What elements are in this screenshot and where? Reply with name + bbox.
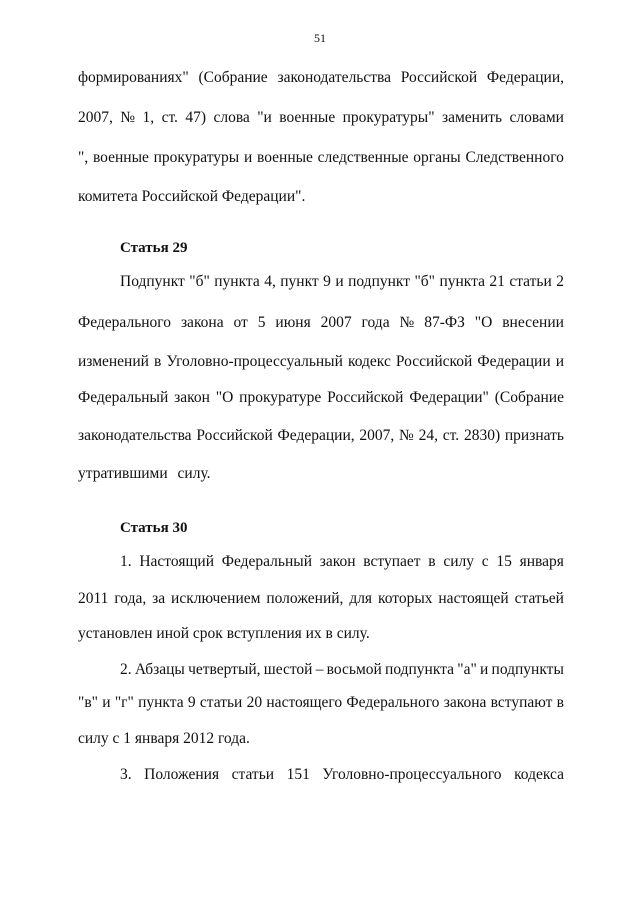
intro-line-1 (78, 68, 564, 88)
article-29-line-4 (78, 388, 564, 408)
word: статьи (199, 694, 243, 711)
word: за (152, 590, 166, 607)
word: 21 (489, 273, 505, 290)
word: и (243, 149, 253, 166)
word: и (335, 273, 344, 290)
article-29-line-5 (78, 426, 564, 446)
word: 9 (187, 694, 196, 711)
article-30-p1-line-1 (120, 552, 564, 572)
word: военные (279, 109, 336, 126)
word: для (349, 590, 373, 607)
word: закона (443, 694, 487, 711)
word: кодекс (347, 353, 391, 370)
word: 15 (496, 553, 512, 570)
word: "в" (78, 694, 98, 711)
article-30-heading: Статья 30 (120, 520, 188, 536)
article-30-p1-line-3: установлен иной срок вступления их в силу. (78, 625, 370, 642)
word: признать (504, 427, 564, 444)
word: Положения (144, 766, 220, 783)
word: статьи (231, 766, 275, 783)
word: закона (180, 314, 224, 331)
word: изменений (78, 353, 149, 370)
word: 2830) (463, 427, 501, 444)
word: Российской (196, 427, 273, 444)
word: "б" (189, 273, 210, 290)
word: 24, (418, 427, 438, 444)
page-number: 51 (314, 31, 326, 45)
intro-line-3 (78, 148, 564, 168)
word: ст. (442, 427, 460, 444)
word: июня (275, 314, 311, 331)
word: Федерального (346, 694, 440, 711)
word: слова (213, 109, 250, 126)
word: Российской (327, 389, 404, 406)
word: Федеральный (78, 389, 169, 406)
word: закон (174, 389, 210, 406)
word: 1, (142, 109, 155, 126)
word: пункта (439, 273, 485, 290)
word: (Собрание (198, 69, 268, 86)
word: и (102, 694, 111, 711)
word: Федерации, (277, 427, 355, 444)
word: Уголовно-процессуальный (166, 353, 343, 370)
word: "а" (457, 661, 477, 678)
word: шестой (263, 661, 313, 678)
word: Настоящий (139, 553, 214, 570)
word: года, (114, 590, 147, 607)
article-29-heading: Статья 29 (120, 240, 188, 256)
word: подпункты (491, 661, 564, 678)
word: Российской (400, 69, 478, 86)
word: 2007, (78, 109, 113, 126)
article-29-line-1 (120, 272, 564, 292)
word: от (233, 314, 248, 331)
word: вступают (490, 694, 553, 711)
word: четвертый, (188, 661, 261, 678)
word: 2. (120, 661, 132, 678)
word: законодательства (277, 69, 392, 86)
word: "б" (414, 273, 435, 290)
word: 2 (556, 273, 564, 290)
word: (Собрание (494, 389, 564, 406)
word: кодекса (514, 766, 564, 783)
word: 151 (286, 766, 310, 783)
word: исключением (171, 590, 261, 607)
word: органы (413, 149, 461, 166)
article-30-p2-line-2 (78, 693, 564, 713)
word: в (556, 694, 564, 711)
word: № (399, 427, 414, 444)
word: Следственного (465, 149, 564, 166)
word: подпункт (348, 273, 411, 290)
word: настоящего (266, 694, 343, 711)
word: положений, (266, 590, 344, 607)
word: – (315, 661, 324, 678)
word: прокуратуры" (342, 109, 435, 126)
word: 87-ФЗ (424, 314, 465, 331)
word: с (481, 553, 489, 570)
word: "О (215, 389, 234, 406)
word: пункт (280, 273, 319, 290)
word: пункта (138, 694, 184, 711)
word: января (519, 553, 564, 570)
word: Федерации, (486, 69, 564, 86)
word: № (399, 314, 415, 331)
word: № (120, 109, 136, 126)
intro-line-2 (78, 108, 564, 128)
article-29-line-3 (78, 352, 564, 372)
word: Подпункт (120, 273, 185, 290)
word: которых (377, 590, 433, 607)
word: Российской (395, 353, 473, 370)
article-29-line-2 (78, 313, 564, 333)
word: 4, (264, 273, 276, 290)
word: закон (319, 553, 356, 570)
article-30-p3-line-1 (120, 765, 564, 785)
word: Федеральный (221, 553, 312, 570)
article-30-p1-line-2 (78, 589, 564, 609)
word: "и (257, 109, 272, 126)
word: Федерального (78, 314, 172, 331)
word: военные (257, 149, 313, 166)
word: ", (78, 149, 89, 166)
word: 2007, (359, 427, 395, 444)
word: законодательства (78, 427, 192, 444)
word: 9 (323, 273, 331, 290)
article-29-line-6: утратившими силу. (78, 465, 211, 482)
word: Абзацы (134, 661, 185, 678)
word: внесении (502, 314, 564, 331)
word: 5 (257, 314, 266, 331)
word: словами (509, 109, 564, 126)
intro-line-4: комитета Российской Федерации". (78, 188, 306, 205)
word: формированиях" (78, 69, 189, 86)
word: вступает (363, 553, 421, 570)
word: пункта (214, 273, 260, 290)
word: в (428, 553, 436, 570)
word: настоящей (438, 590, 509, 607)
word: 2007 (320, 314, 352, 331)
word: и (555, 353, 564, 370)
word: 20 (246, 694, 263, 711)
word: статьей (514, 590, 564, 607)
word: прокуратуры (153, 149, 240, 166)
word: следственные (317, 149, 409, 166)
word: подпункта (385, 661, 455, 678)
word: в (154, 353, 162, 370)
word: "О (474, 314, 493, 331)
word: прокуратуре (239, 389, 322, 406)
word: года (361, 314, 390, 331)
word: Федерации" (409, 389, 489, 406)
word: Уголовно-процессуального (322, 766, 502, 783)
word: Федерации (477, 353, 551, 370)
article-30-p2-line-1 (120, 660, 564, 680)
word: "г" (114, 694, 134, 711)
word: 2011 (78, 590, 109, 607)
word: 3. (120, 766, 132, 783)
word: и (480, 661, 489, 678)
article-30-p2-line-3: силу с 1 января 2012 года. (78, 730, 250, 747)
word: заменить (441, 109, 503, 126)
word: 1. (120, 553, 132, 570)
word: статьи (509, 273, 552, 290)
word: восьмой (326, 661, 382, 678)
word: 47) (185, 109, 207, 126)
word: военные (92, 149, 149, 166)
word: ст. (161, 109, 178, 126)
word: силу (443, 553, 474, 570)
